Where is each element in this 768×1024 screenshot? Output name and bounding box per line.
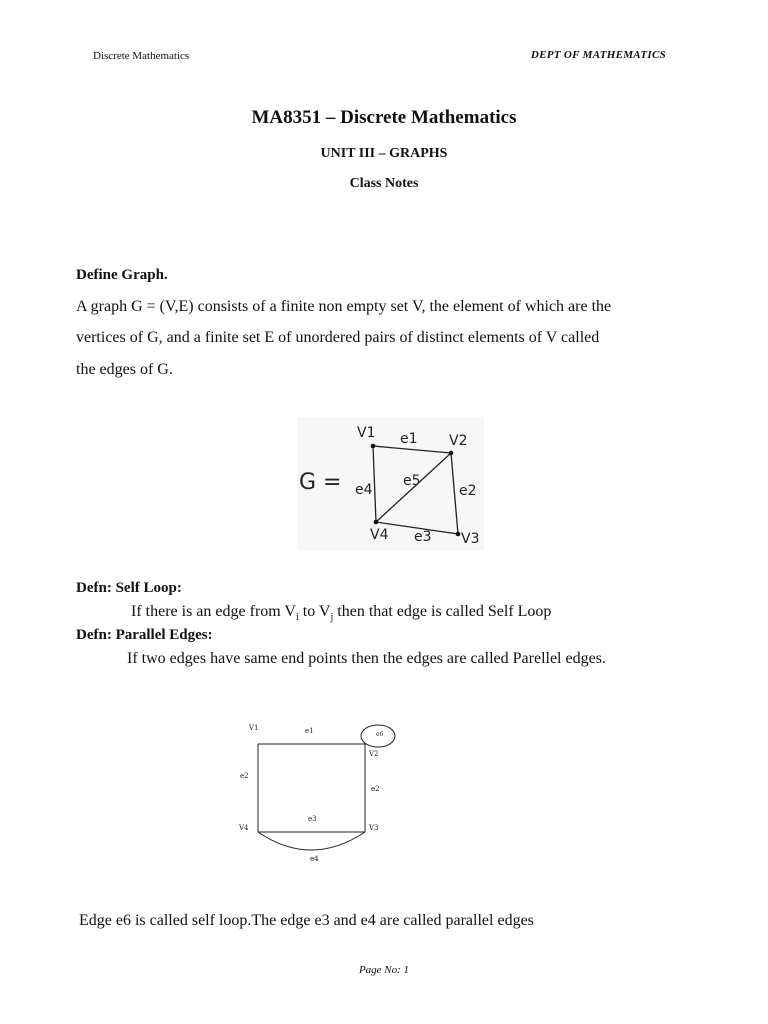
- header-right: DEPT OF MATHEMATICS: [530, 49, 666, 61]
- header-left: Discrete Mathematics: [93, 50, 190, 62]
- unit-title: UNIT III – GRAPHS: [320, 146, 448, 161]
- page-title: MA8351 – Discrete Mathematics: [251, 107, 517, 128]
- fig2-edge-label-e4: e4: [310, 855, 319, 863]
- fig2-vertex-v3: V3: [369, 824, 379, 832]
- fig1-vertex-v1: V1: [357, 425, 376, 441]
- subtitle: Class Notes: [349, 176, 419, 191]
- fig2-vertex-v1: V1: [249, 724, 259, 732]
- fig1-vertex-v4: V4: [370, 527, 389, 543]
- fig2-edge-label-e3: e3: [308, 815, 317, 823]
- fig1-edge-label-e4: e4: [355, 482, 373, 498]
- page-number: Page No: 1: [358, 964, 410, 976]
- parallel-edges-text: If two edges have same end points then the edges are called Parellel edges.: [127, 650, 606, 667]
- fig1-edge-label-e2: e2: [459, 483, 477, 499]
- fig2-edge-label-e6: e6: [376, 731, 384, 738]
- definition-line-3: the edges of G.: [76, 361, 173, 378]
- fig2-edge-label-e1: e1: [305, 727, 314, 735]
- fig2-edge-label-right-e2: e2: [371, 785, 380, 793]
- figure-caption: Edge e6 is called self loop.The edge e3 and e4 are called parallel edges: [79, 912, 534, 929]
- fig1-edge-label-e3: e3: [414, 529, 432, 545]
- self-loop-text: If there is an edge from $V_i$ to $V_j$ then that edge is called Self Loop: [131, 603, 552, 624]
- self-loop-heading: Defn: Self Loop:: [76, 580, 182, 596]
- fig1-edge-label-e1: e1: [400, 431, 418, 447]
- fig1-g-label: G =: [299, 470, 342, 495]
- fig2-vertex-v2: V2: [369, 750, 379, 758]
- definition-line-2: vertices of G, and a finite set E of unordered pairs of distinct elements of V called: [76, 329, 600, 346]
- fig2-vertex-v4: V4: [239, 824, 249, 832]
- graph-figure-2: [230, 718, 410, 868]
- fig2-edge-e4: [258, 832, 365, 850]
- graph-figure-1: [297, 417, 484, 550]
- fig1-vertex-v3: V3: [461, 531, 480, 547]
- fig2-edge-label-left-e2: e2: [240, 772, 249, 780]
- fig1-edge-label-e5: e5: [403, 473, 421, 489]
- define-graph-heading: Define Graph.: [76, 267, 168, 283]
- parallel-edges-heading: Defn: Parallel Edges:: [76, 627, 213, 643]
- definition-line-1: A graph G = (V,E) consists of a finite non empty set V, the element of which are the: [76, 298, 612, 315]
- fig1-vertex-v2: V2: [449, 433, 468, 449]
